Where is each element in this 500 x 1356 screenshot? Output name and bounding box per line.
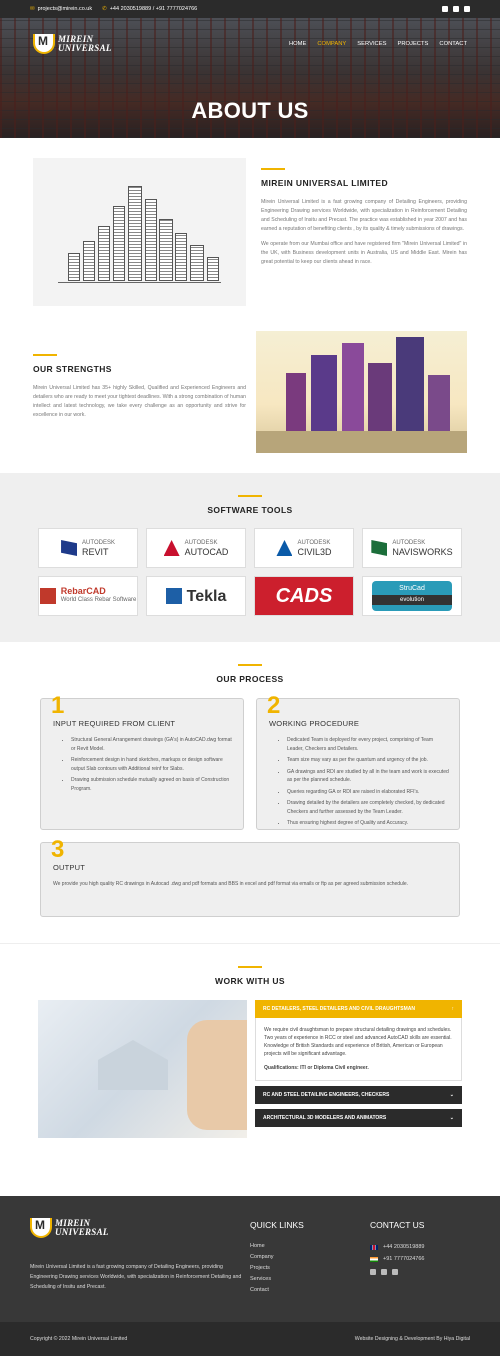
process-step-2: 2 WORKING PROCEDURE • Dedicated Team is deployed for every project, comprising of Team Leader, Checkers and Detailers. • Team size may vary as per the quantum and urgency of the job. • GA drawings and RDI are studied by all in the team and work is executed as per the planned schedule. • Queries regarding GA or RDI are raised in elaborated RFI's. • Drawing detailed by the detailers are completely checked, by dedicated Checkers and further assessed by the Team Leader. • Thus ensuring highest degree of Quality and Accuracy.: [256, 698, 460, 830]
site-footer: [0, 1196, 500, 1356]
tekla-logo-icon: [166, 588, 182, 604]
accent-line: [261, 168, 285, 170]
footer-link-projects[interactable]: Projects: [250, 1265, 270, 1271]
about-section: [0, 138, 500, 306]
tool-tekla: Tekla: [146, 576, 246, 616]
strengths-paragraph: Mirein Universal Limited has 35+ highly Skilled, Qualified and Experienced Engineers and detailers who are ready to meet your tightest deadlines. With a strong combination of human intellect and latest technology, we take every challenge as an opportunity and strive for excellence in our work.: [33, 385, 246, 418]
phone-link[interactable]: ✆ +44 2030519889 / +91 7777024766: [102, 6, 198, 12]
tool-cads: CADS: [254, 576, 354, 616]
nav-services[interactable]: SERVICES: [357, 41, 387, 47]
uk-flag-icon: [370, 1245, 378, 1250]
footer-link-company[interactable]: Company: [250, 1254, 274, 1260]
phone-uk[interactable]: +44 2030519889: [370, 1241, 470, 1253]
nav-home[interactable]: HOME: [288, 41, 307, 47]
logo-mark-icon: [33, 34, 55, 54]
twitter-icon[interactable]: [453, 6, 459, 12]
strengths-section: [0, 306, 500, 453]
quick-links-title: QUICK LINKS: [250, 1220, 304, 1230]
tools-heading: SOFTWARE TOOLS: [207, 505, 293, 515]
revit-logo-icon: [61, 540, 77, 556]
work-with-us-section: [0, 943, 500, 1138]
construction-illustration: [256, 331, 467, 453]
copyright-text: Copyright © 2022 Mirein Universal Limited: [30, 1336, 128, 1342]
chevron-up-icon: ↑: [451, 1006, 454, 1012]
phone-icon: ✆: [102, 6, 107, 12]
about-heading: MIREIN UNIVERSAL LIMITED: [261, 178, 389, 188]
nav-contact[interactable]: CONTACT: [439, 41, 467, 47]
rebarcad-logo-icon: [40, 588, 56, 604]
site-logo[interactable]: M MIREIN UNIVERSAL: [33, 34, 112, 54]
process-heading: OUR PROCESS: [216, 674, 284, 684]
instagram-icon[interactable]: [464, 6, 470, 12]
footer-logo[interactable]: M MIREIN UNIVERSAL: [30, 1218, 250, 1238]
software-tools-section: [0, 473, 500, 642]
process-step-1: 1 INPUT REQUIRED FROM CLIENT • Structural General Arrangement drawings (GA's) in AutoCAD.dwg format or Revit Model. • Reinforcement design in hand sketches, markups or design software output Slab contours with Additional reinf for Slabs. • Drawing submission schedule mutually agreed on basis of Construction Program.: [40, 698, 244, 830]
credit-link[interactable]: Website Designing & Development By Hiya Digital: [354, 1336, 470, 1342]
nav-projects[interactable]: PROJECTS: [397, 41, 429, 47]
page-title: ABOUT US: [191, 98, 309, 123]
india-flag-icon: [370, 1257, 378, 1262]
logo-mark-icon: [30, 1218, 52, 1238]
main-nav: [33, 34, 467, 54]
facebook-icon[interactable]: [442, 6, 448, 12]
nav-company[interactable]: COMPANY: [317, 41, 347, 47]
hero-banner: [0, 18, 500, 138]
accent-line: [238, 664, 262, 666]
strengths-heading: OUR STRENGTHS: [33, 364, 112, 374]
process-section: [0, 642, 500, 917]
footer-link-services[interactable]: Services: [250, 1276, 272, 1282]
chevron-down-icon: ⌄: [449, 1092, 454, 1098]
tool-strucad: StruCad evolution: [362, 576, 462, 616]
job-panel-body-1: We require civil draughtsman to prepare structural detailing drawings and schedules. Two years of experience in RCC or steel and advanced AutoCAD skills are essential. Knowledge of British Standards and experience of British, American or European projects will be significant advantage. Qualifications: ITI or Diploma Civil engineer.: [255, 1018, 462, 1081]
tool-rebarcad: RebarCAD World Class Rebar Software: [38, 576, 138, 616]
work-heading: WORK WITH US: [215, 976, 285, 986]
blueprint-house-image: [38, 1000, 247, 1138]
job-accordion: [255, 1000, 462, 1138]
footer-link-contact[interactable]: Contact: [250, 1287, 269, 1293]
tool-civil3d: AUTODESK CIVIL3D: [254, 528, 354, 568]
instagram-icon[interactable]: [392, 1269, 398, 1275]
footer-link-home[interactable]: Home: [250, 1243, 265, 1249]
copyright-bar: [0, 1322, 500, 1356]
mail-icon: ✉: [30, 6, 35, 12]
footer-about: Mirein Universal Limited is a fast growing company of Detailing Engineers, providing Engineering Drawing services Worldwide, with specialization in Reinforcement Detailing and Scheduling of Insitu and Precast.: [30, 1264, 242, 1290]
phone-in[interactable]: +91 7777024766: [370, 1253, 470, 1265]
accent-line: [238, 495, 262, 497]
autocad-logo-icon: [164, 540, 180, 556]
tool-navisworks: AUTODESK NAVISWORKS: [362, 528, 462, 568]
navisworks-logo-icon: [371, 540, 387, 556]
accent-line: [33, 354, 57, 356]
email-link[interactable]: ✉ projects@mirein.co.uk: [30, 6, 93, 12]
job-panel-header-3[interactable]: ARCHITECTURAL 3D MODELERS AND ANIMATORS ⌄: [255, 1109, 462, 1127]
civil3d-logo-icon: [276, 540, 292, 556]
accent-line: [238, 966, 262, 968]
tool-autocad: AUTODESK AUTOCAD: [146, 528, 246, 568]
about-paragraph-2: We operate from our Mumbai office and have registered firm "Mirein Universal Limited" in the UK, with Business development units in Australia, US and Middle East. Mirein has great potential to keep our clients ahead in race.: [261, 241, 467, 265]
twitter-icon[interactable]: [381, 1269, 387, 1275]
contact-title: CONTACT US: [370, 1220, 425, 1230]
about-paragraph-1: Mirein Universal Limited is a fast growing company of Detailing Engineers, providing Engineering Drawing services Worldwide, with specialization in Reinforcement Detailing and Scheduling of Insitu and Precast. The practice was established in year 2007 and has earned a reputation of benefiting clients , by its quality & timely submissions of drawings.: [261, 199, 467, 232]
tool-revit: AUTODESK REVIT: [38, 528, 138, 568]
facebook-icon[interactable]: [370, 1269, 376, 1275]
job-panel-header-1[interactable]: RC DETAILERS, STEEL DETAILERS AND CIVIL DRAUGHTSMAN ↑: [255, 1000, 462, 1018]
city-sketch-image: [33, 158, 246, 306]
process-step-3: 3 OUTPUT We provide you high quality RC drawings in Autocad .dwg and pdf formats and BBS in excel and pdf format via emails or ftp as per agreed submission schedule.: [40, 842, 460, 917]
job-panel-header-2[interactable]: RC AND STEEL DETAILING ENGINEERS, CHECKERS ⌄: [255, 1086, 462, 1104]
top-bar: [0, 0, 500, 18]
chevron-down-icon: ⌄: [449, 1115, 454, 1121]
